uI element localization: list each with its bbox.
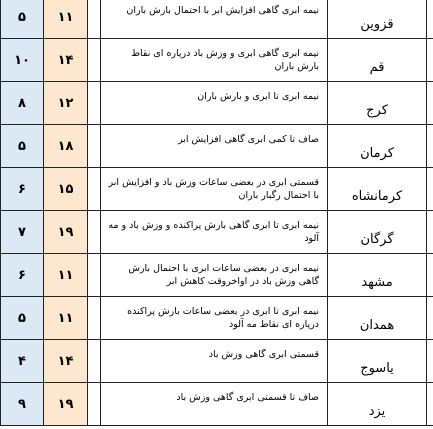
city-name: قم — [328, 39, 427, 81]
city-name: یاسوج — [328, 340, 427, 382]
min-temp-cell: ۵ — [0, 125, 44, 167]
city-name: همدان — [328, 297, 427, 339]
city-name: مشهد — [328, 254, 427, 296]
max-temp-cell: ۱۱ — [44, 0, 88, 38]
spacer-cell — [88, 211, 101, 253]
table-row — [0, 0, 433, 39]
min-temp-cell: ۵ — [0, 297, 44, 339]
forecast-description: قسمتی ابری گاهی وزش باد — [101, 340, 328, 382]
city-name: کرمانشاه — [328, 168, 427, 210]
forecast-description: نیمه ابری تا ابری گاهی بارش پراکنده و وزش باد و مه آلود — [101, 211, 328, 253]
city-name: کرج — [328, 82, 427, 124]
min-temp-cell: ۵ — [0, 0, 44, 38]
max-temp-cell: ۱۹ — [44, 383, 88, 425]
table-row — [0, 39, 433, 82]
max-temp-cell: ۱۸ — [44, 125, 88, 167]
table-row — [0, 125, 433, 168]
min-temp-cell: ۴ — [0, 340, 44, 382]
min-temp-cell: ۷ — [0, 211, 44, 253]
forecast-description: نیمه ابری تا ابری در بعضی ساعات بارش پراکنده درپاره ای نقاط مه آلود — [101, 297, 328, 339]
min-temp-cell: ۶ — [0, 254, 44, 296]
city-name: قزوین — [328, 0, 427, 38]
spacer-cell — [88, 39, 101, 81]
spacer-cell — [88, 254, 101, 296]
spacer-cell — [88, 0, 101, 38]
forecast-description: قسمتی ابری در بعضی ساعات وزش باد و افزایش ابر با احتمال رگبار باران — [101, 168, 328, 210]
city-name: کرمان — [328, 125, 427, 167]
table-row — [0, 254, 433, 297]
spacer-cell — [88, 168, 101, 210]
max-temp-cell: ۱۹ — [44, 211, 88, 253]
max-temp-cell: ۱۴ — [44, 340, 88, 382]
forecast-description: نیمه ابری گاهی افزایش ابر با احتمال بارش باران — [101, 0, 328, 38]
max-temp-cell: ۱۴ — [44, 39, 88, 81]
max-temp-cell: ۱۵ — [44, 168, 88, 210]
table-row — [0, 82, 433, 125]
max-temp-cell: ۱۱ — [44, 254, 88, 296]
min-temp-cell: ۱۰ — [0, 39, 44, 81]
city-name: یزد — [328, 383, 427, 425]
table-row — [0, 383, 433, 426]
max-temp-cell: ۱۲ — [44, 82, 88, 124]
forecast-description: نیمه ابری تا ابری و بارش باران — [101, 82, 328, 124]
max-temp-cell: ۱۱ — [44, 297, 88, 339]
spacer-cell — [88, 297, 101, 339]
min-temp-cell: ۸ — [0, 82, 44, 124]
table-row — [0, 297, 433, 340]
city-name: گرگان — [328, 211, 427, 253]
forecast-description: نیمه ابری در بعضی ساعات ابری با احتمال بارش گاهی وزش باد در اواخروقت کاهش ابر — [101, 254, 328, 296]
table-row — [0, 340, 433, 383]
spacer-cell — [88, 340, 101, 382]
forecast-description: نیمه ابری گاهی ابری و وزش باد درپاره ای نقاط بارش باران — [101, 39, 328, 81]
spacer-cell — [88, 383, 101, 425]
table-row — [0, 168, 433, 211]
forecast-description: صاف تا کمی ابری گاهی افزایش ابر — [101, 125, 328, 167]
table-row — [0, 211, 433, 254]
min-temp-cell: ۹ — [0, 383, 44, 425]
spacer-cell — [88, 82, 101, 124]
min-temp-cell: ۶ — [0, 168, 44, 210]
spacer-cell — [88, 125, 101, 167]
forecast-description: صاف تا قسمتی ابری گاهی وزش باد — [101, 383, 328, 425]
